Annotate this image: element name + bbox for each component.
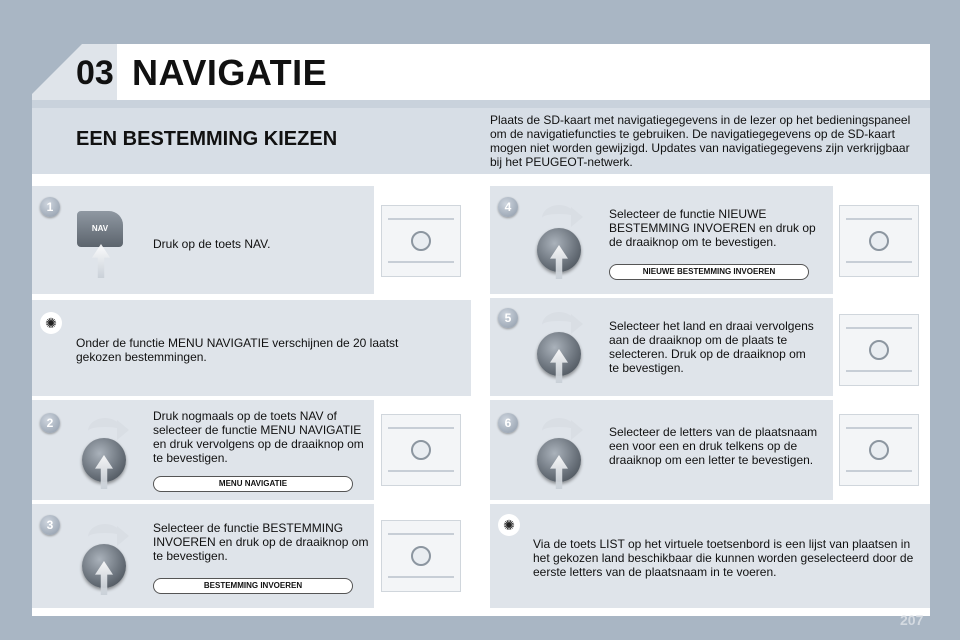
step-1-text: Druk op de toets NAV.	[153, 237, 271, 251]
radio-panel-icon	[839, 414, 919, 486]
chapter-number: 03	[76, 54, 114, 92]
rotate-arrow-head-icon	[117, 526, 129, 546]
nav-key-icon: NAV	[77, 211, 123, 247]
new-destination-pill: NIEUWE BESTEMMING INVOEREN	[609, 264, 809, 280]
step-6-badge: 6	[498, 413, 518, 433]
lightbulb-icon: ✺	[40, 312, 62, 334]
destination-pill: BESTEMMING INVOEREN	[153, 578, 353, 594]
rotate-arrow-head-icon	[571, 420, 583, 440]
tip-1-text: Onder de functie MENU NAVIGATIE verschijnen de 20 laatst gekozen bestemmingen.	[76, 336, 399, 364]
menu-pill: MENU NAVIGATIE	[153, 476, 353, 492]
step-2-text: Druk nogmaals op de toets NAV of selecteer de functie MENU NAVIGATIE en druk vervolgens op de draaiknop om te bevestigen.	[153, 409, 364, 465]
intro-text: Plaats de SD-kaart met navigatiegegevens in de lezer op het bedieningspaneel om de navigatiefuncties te gebruiken. De navigatiegegevens op de SD-kaart mogen niet worden gewijzigd. Updates van navigatiegegevens zijn verkrijgbaar bij het PEUGEOT-netwerk.	[490, 113, 911, 169]
rotate-arrow-head-icon	[571, 207, 583, 227]
step-4-badge: 4	[498, 197, 518, 217]
tip-2-text: Via de toets LIST op het virtuele toetsenbord is een lijst van plaatsen in het gekozen land beschikbaar die kunnen worden geselecteerd door de eerste letters van de plaatsnaam in te voeren.	[533, 537, 914, 579]
header-pattern	[32, 100, 930, 108]
step-6-text: Selecteer de letters van de plaatsnaam een voor een en druk telkens op de draaiknop om een letter te bevestigen.	[609, 425, 818, 467]
page-corner	[32, 44, 82, 94]
step-5-badge: 5	[498, 308, 518, 328]
step-3-text: Selecteer de functie BESTEMMING INVOEREN en druk op de draaiknop om te bevestigen.	[153, 521, 369, 563]
radio-panel-icon	[381, 414, 461, 486]
rotate-arrow-head-icon	[117, 420, 129, 440]
step-3-badge: 3	[40, 515, 60, 535]
rotate-arrow-head-icon	[571, 314, 583, 334]
step-5-text: Selecteer het land en draai vervolgens aan de draaiknop om de plaats te selecteren. Druk op de draaiknop om te bevestigen.	[609, 319, 814, 375]
radio-panel-icon	[839, 205, 919, 277]
radio-panel-icon	[381, 520, 461, 592]
step-1-badge: 1	[40, 197, 60, 217]
step-2-badge: 2	[40, 413, 60, 433]
radio-panel-icon	[839, 314, 919, 386]
radio-panel-icon	[381, 205, 461, 277]
lightbulb-icon: ✺	[498, 514, 520, 536]
chapter-title: NAVIGATIE	[132, 52, 328, 93]
section-title: EEN BESTEMMING KIEZEN	[76, 128, 338, 150]
page-number: 207	[900, 612, 924, 628]
step-4-text: Selecteer de functie NIEUWE BESTEMMING INVOEREN en druk op de draaiknop om te bevestigen.	[609, 207, 816, 249]
